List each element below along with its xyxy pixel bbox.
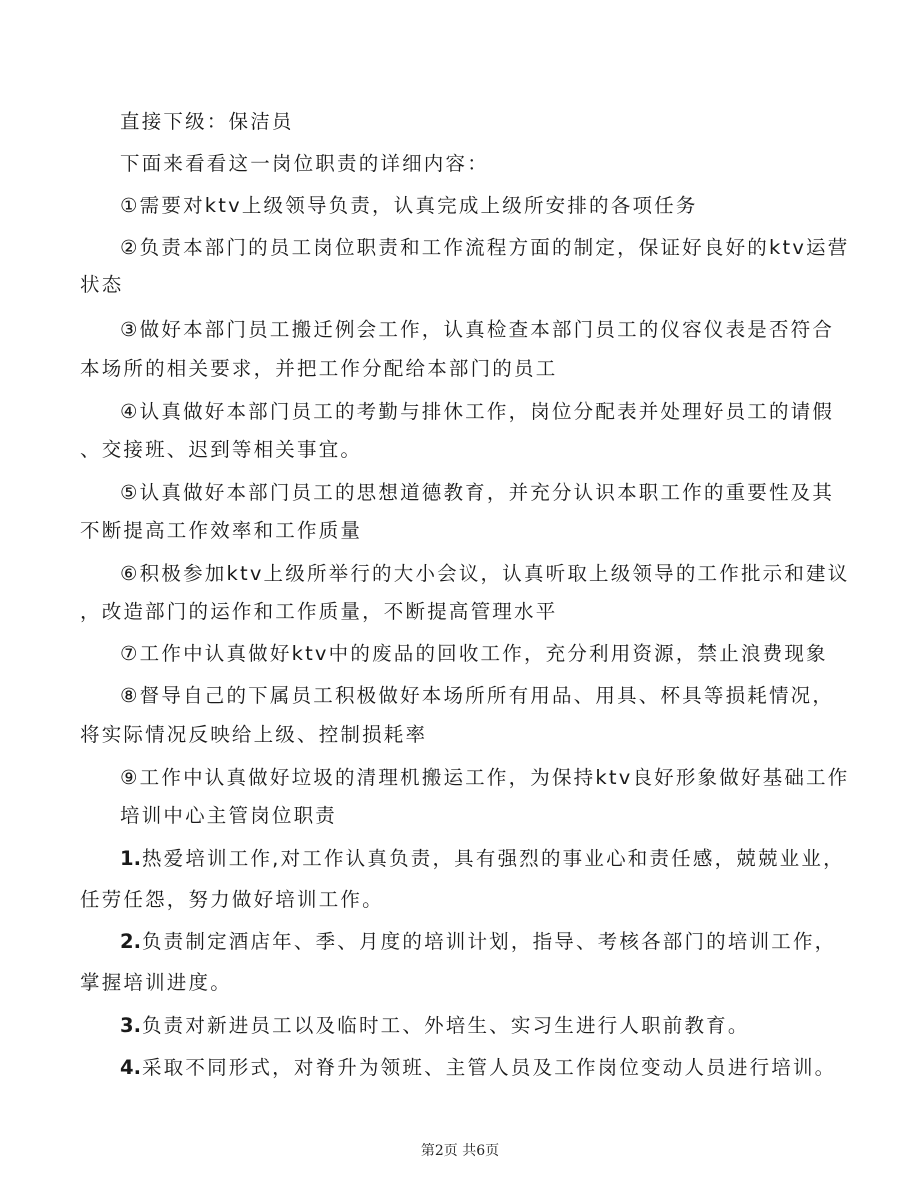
item-number: 1. — [120, 847, 141, 870]
item-continuation: 任劳任怨，努力做好培训工作。 — [80, 888, 384, 911]
page-number-footer: 第2页 共6页 — [420, 1143, 500, 1159]
item-text: 采取不同形式，对脊升为领班、主管人员及工作岗位变动人员进行培训。 — [141, 1056, 837, 1079]
text-line: ⑧督导自己的下属员工积极做好本场所所有用品、用具、杯具等损耗情况， — [120, 684, 835, 707]
numbered-item — [120, 1054, 836, 1082]
text-line: ⑤认真做好本部门员工的思想道德教育，并充分认识本职工作的重要性及其 — [120, 481, 835, 504]
text-line: 不断提高工作效率和工作质量 — [80, 519, 363, 542]
text-line: ①需要对ktv上级领导负责，认真完成上级所安排的各项任务 — [120, 194, 698, 217]
text-line: ⑥积极参加ktv上级所举行的大小会议，认真听取上级领导的工作批示和建议 — [120, 562, 850, 585]
section-title: 培训中心主管岗位职责 — [120, 804, 338, 827]
numbered-item — [120, 845, 845, 873]
item-number: 3. — [120, 1014, 141, 1037]
text-line: ④认真做好本部门员工的考勤与排休工作，岗位分配表并处理好员工的请假 — [120, 400, 835, 423]
text-line: 将实际情况反映给上级、控制损耗率 — [80, 723, 428, 746]
item-text: 热爱培训工作,对工作认真负责，具有强烈的事业心和责任感，兢兢业业， — [141, 847, 845, 870]
item-continuation: 掌握培训进度。 — [80, 971, 232, 994]
item-number: 4. — [120, 1056, 141, 1079]
text-line: ⑦工作中认真做好ktv中的废品的回收工作，充分利用资源，禁止浪费现象 — [120, 642, 828, 665]
item-text: 负责制定酒店年、季、月度的培训计划，指导、考核各部门的培训工作， — [141, 930, 837, 953]
text-line: 直接下级：保洁员 — [120, 110, 294, 133]
text-line: ，改造部门的运作和工作质量，不断提高管理水平 — [80, 600, 558, 623]
text-line: ②负责本部门的员工岗位职责和工作流程方面的制定，保证好良好的ktv运营 — [120, 236, 850, 259]
numbered-item — [120, 1012, 750, 1040]
text-line: 、交接班、迟到等相关事宜。 — [80, 438, 363, 461]
text-line: ③做好本部门员工搬迁例会工作，认真检查本部门员工的仪容仪表是否符合 — [120, 318, 835, 341]
text-line: 下面来看看这一岗位职责的详细内容： — [120, 152, 489, 175]
text-line: 本场所的相关要求，并把工作分配给本部门的员工 — [80, 357, 558, 380]
item-text: 负责对新进员工以及临时工、外培生、实习生进行人职前教育。 — [141, 1014, 750, 1037]
numbered-item — [120, 928, 836, 956]
text-line: 状态 — [80, 273, 124, 296]
text-line: ⑨工作中认真做好垃圾的清理机搬运工作，为保持ktv良好形象做好基础工作 — [120, 766, 850, 789]
item-number: 2. — [120, 930, 141, 953]
